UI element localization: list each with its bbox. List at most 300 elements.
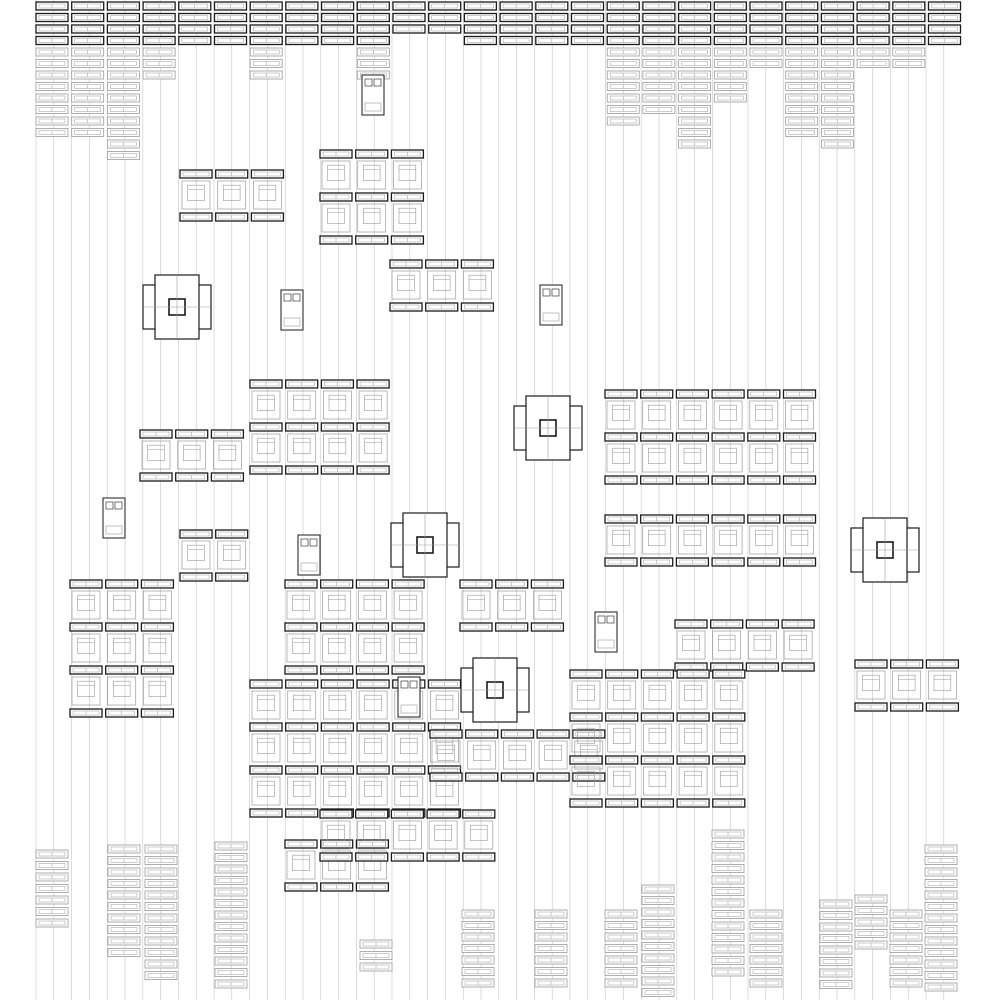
unit-symbol xyxy=(285,666,317,674)
bed-room xyxy=(715,767,743,795)
unit-symbol xyxy=(642,908,674,916)
unit-symbol xyxy=(357,60,389,68)
unit-symbol xyxy=(572,37,604,45)
bed-room xyxy=(715,724,743,752)
unit-symbol xyxy=(285,580,317,588)
unit-symbol xyxy=(36,2,68,10)
unit-symbol xyxy=(357,723,389,731)
unit-symbol xyxy=(360,952,392,960)
unit-symbol xyxy=(462,922,494,930)
unit-symbol xyxy=(712,876,744,884)
unit-symbol xyxy=(748,476,780,484)
unit-symbol xyxy=(746,663,778,671)
unit-symbol xyxy=(536,37,568,45)
unit-symbol xyxy=(605,433,637,441)
unit-symbol xyxy=(145,891,177,899)
bed-room xyxy=(750,444,778,472)
unit-symbol xyxy=(215,2,247,10)
bed-room xyxy=(143,677,171,705)
unit-symbol xyxy=(72,129,104,137)
unit-symbol xyxy=(782,663,814,671)
unit-symbol xyxy=(391,150,423,158)
unit-symbol xyxy=(72,83,104,91)
unit-symbol xyxy=(606,713,638,721)
unit-symbol xyxy=(714,71,746,79)
unit-symbol xyxy=(607,48,639,56)
unit-symbol xyxy=(143,48,175,56)
unit-symbol xyxy=(145,937,177,945)
unit-symbol xyxy=(750,25,782,33)
unit-symbol xyxy=(535,922,567,930)
unit-symbol xyxy=(286,809,318,817)
unit-symbol xyxy=(250,60,282,68)
unit-symbol xyxy=(642,966,674,974)
unit-symbol xyxy=(572,14,604,22)
unit-symbol xyxy=(390,260,422,268)
unit-symbol xyxy=(108,857,140,865)
unit-symbol xyxy=(677,713,709,721)
unit-symbol xyxy=(679,83,711,91)
unit-symbol xyxy=(108,868,140,876)
unit-symbol xyxy=(357,48,389,56)
bed-room xyxy=(857,671,885,699)
bed-room xyxy=(643,526,671,554)
bed-room xyxy=(465,821,493,849)
stair-core xyxy=(514,396,582,460)
unit-symbol xyxy=(712,842,744,850)
unit-symbol xyxy=(145,868,177,876)
unit-symbol xyxy=(537,773,569,781)
unit-symbol xyxy=(679,106,711,114)
kitchen-unit xyxy=(595,612,617,652)
unit-symbol xyxy=(360,963,392,971)
unit-symbol xyxy=(285,623,317,631)
unit-symbol xyxy=(391,810,423,818)
unit-symbol xyxy=(501,730,533,738)
unit-symbol xyxy=(679,60,711,68)
bed-room xyxy=(533,591,561,619)
unit-symbol xyxy=(215,14,247,22)
unit-symbol xyxy=(36,83,68,91)
unit-symbol xyxy=(714,94,746,102)
unit-symbol xyxy=(251,213,283,221)
unit-symbol xyxy=(141,580,173,588)
bed-room xyxy=(429,821,457,849)
unit-symbol xyxy=(925,960,957,968)
unit-symbol xyxy=(320,236,352,244)
unit-symbol xyxy=(320,810,352,818)
middle-housing-cluster xyxy=(70,75,958,891)
bed-room xyxy=(72,591,100,619)
unit-symbol xyxy=(427,810,459,818)
unit-symbol xyxy=(679,140,711,148)
unit-symbol xyxy=(643,48,675,56)
bed-room xyxy=(252,691,280,719)
unit-symbol xyxy=(925,903,957,911)
unit-symbol xyxy=(426,260,458,268)
unit-symbol xyxy=(784,390,816,398)
unit-symbol xyxy=(786,37,818,45)
unit-symbol xyxy=(108,845,140,853)
unit-symbol xyxy=(108,926,140,934)
unit-symbol xyxy=(216,530,248,538)
unit-symbol xyxy=(925,949,957,957)
unit-symbol xyxy=(786,48,818,56)
unit-symbol xyxy=(570,756,602,764)
unit-symbol xyxy=(714,2,746,10)
unit-symbol xyxy=(145,972,177,980)
unit-symbol xyxy=(679,71,711,79)
unit-symbol xyxy=(821,140,853,148)
unit-symbol xyxy=(356,623,388,631)
unit-symbol xyxy=(748,433,780,441)
unit-symbol xyxy=(429,680,461,688)
unit-symbol xyxy=(893,14,925,22)
unit-symbol xyxy=(250,723,282,731)
unit-symbol xyxy=(821,83,853,91)
unit-symbol xyxy=(607,2,639,10)
unit-symbol xyxy=(250,25,282,33)
unit-symbol xyxy=(320,193,352,201)
unit-symbol xyxy=(605,968,637,976)
unit-symbol xyxy=(714,37,746,45)
bed-room xyxy=(358,161,386,189)
bed-room xyxy=(323,691,351,719)
unit-symbol xyxy=(357,25,389,33)
unit-symbol xyxy=(925,845,957,853)
unit-symbol xyxy=(643,106,675,114)
unit-symbol xyxy=(250,71,282,79)
unit-symbol xyxy=(286,680,318,688)
unit-symbol xyxy=(606,756,638,764)
unit-symbol xyxy=(356,840,388,848)
unit-symbol xyxy=(321,666,353,674)
unit-symbol xyxy=(607,37,639,45)
unit-symbol xyxy=(286,2,318,10)
bed-room xyxy=(608,724,636,752)
unit-symbol xyxy=(321,766,353,774)
unit-symbol xyxy=(72,25,104,33)
unit-symbol xyxy=(679,2,711,10)
stair-core xyxy=(391,513,459,577)
bed-room xyxy=(252,777,280,805)
unit-symbol xyxy=(429,14,461,22)
unit-symbol xyxy=(176,430,208,438)
bed-room xyxy=(108,591,136,619)
unit-symbol xyxy=(605,945,637,953)
unit-symbol xyxy=(570,799,602,807)
bed-room xyxy=(252,734,280,762)
bed-room xyxy=(213,441,241,469)
bed-room xyxy=(72,677,100,705)
bed-room xyxy=(358,591,386,619)
bed-room xyxy=(713,631,741,659)
bed-room xyxy=(679,724,707,752)
unit-symbol xyxy=(642,885,674,893)
unit-symbol xyxy=(216,170,248,178)
unit-symbol xyxy=(321,423,353,431)
unit-symbol xyxy=(250,423,282,431)
unit-symbol xyxy=(286,423,318,431)
bed-room xyxy=(678,526,706,554)
unit-symbol xyxy=(605,558,637,566)
unit-symbol xyxy=(713,756,745,764)
unit-symbol xyxy=(215,37,247,45)
unit-symbol xyxy=(676,515,708,523)
unit-symbol xyxy=(712,911,744,919)
unit-symbol xyxy=(712,476,744,484)
unit-symbol xyxy=(786,60,818,68)
unit-symbol xyxy=(460,623,492,631)
unit-symbol xyxy=(748,390,780,398)
unit-symbol xyxy=(107,129,139,137)
bed-room xyxy=(323,434,351,462)
unit-symbol xyxy=(750,14,782,22)
unit-symbol xyxy=(215,900,247,908)
unit-symbol xyxy=(250,766,282,774)
bed-room xyxy=(72,634,100,662)
unit-symbol xyxy=(535,979,567,987)
unit-symbol xyxy=(712,934,744,942)
unit-symbol xyxy=(675,620,707,628)
unit-symbol xyxy=(36,850,68,858)
unit-symbol xyxy=(179,25,211,33)
unit-symbol xyxy=(72,48,104,56)
unit-symbol xyxy=(821,94,853,102)
kitchen-unit xyxy=(540,285,562,325)
unit-symbol xyxy=(427,853,459,861)
unit-symbol xyxy=(357,423,389,431)
bed-room xyxy=(178,441,206,469)
bed-room xyxy=(539,741,567,769)
unit-symbol xyxy=(641,558,673,566)
unit-symbol xyxy=(107,83,139,91)
unit-symbol xyxy=(605,515,637,523)
unit-symbol xyxy=(215,865,247,873)
bed-room xyxy=(323,634,351,662)
unit-symbol xyxy=(251,170,283,178)
unit-symbol xyxy=(855,660,887,668)
unit-symbol xyxy=(145,926,177,934)
unit-symbol xyxy=(107,25,139,33)
unit-symbol xyxy=(356,883,388,891)
unit-symbol xyxy=(216,573,248,581)
unit-symbol xyxy=(36,60,68,68)
unit-symbol xyxy=(72,37,104,45)
bed-room xyxy=(748,631,776,659)
bed-room xyxy=(714,401,742,429)
unit-symbol xyxy=(107,37,139,45)
unit-symbol xyxy=(322,2,354,10)
unit-symbol xyxy=(36,129,68,137)
kitchen-unit xyxy=(298,535,320,575)
unit-symbol xyxy=(356,193,388,201)
bed-room xyxy=(678,401,706,429)
bed-room xyxy=(928,671,956,699)
unit-symbol xyxy=(925,926,957,934)
unit-symbol xyxy=(72,94,104,102)
unit-symbol xyxy=(679,37,711,45)
bed-room xyxy=(287,634,315,662)
unit-symbol xyxy=(605,910,637,918)
unit-symbol xyxy=(145,903,177,911)
unit-symbol xyxy=(357,766,389,774)
unit-symbol xyxy=(215,969,247,977)
bed-room xyxy=(428,271,456,299)
unit-symbol xyxy=(392,666,424,674)
unit-symbol xyxy=(607,83,639,91)
unit-symbol xyxy=(643,60,675,68)
unit-symbol xyxy=(712,558,744,566)
unit-symbol xyxy=(179,2,211,10)
unit-symbol xyxy=(855,907,887,915)
unit-symbol xyxy=(893,25,925,33)
unit-symbol xyxy=(786,14,818,22)
unit-symbol xyxy=(36,48,68,56)
unit-symbol xyxy=(391,236,423,244)
bed-room xyxy=(393,204,421,232)
unit-symbol xyxy=(676,558,708,566)
unit-symbol xyxy=(855,941,887,949)
unit-symbol xyxy=(925,880,957,888)
unit-symbol xyxy=(890,922,922,930)
unit-symbol xyxy=(607,106,639,114)
unit-symbol xyxy=(107,106,139,114)
unit-symbol xyxy=(786,25,818,33)
unit-symbol xyxy=(641,713,673,721)
unit-symbol xyxy=(821,117,853,125)
unit-symbol xyxy=(36,885,68,893)
unit-symbol xyxy=(72,14,104,22)
unit-symbol xyxy=(320,853,352,861)
unit-symbol xyxy=(820,969,852,977)
unit-symbol xyxy=(286,766,318,774)
unit-symbol xyxy=(782,620,814,628)
unit-symbol xyxy=(321,466,353,474)
unit-symbol xyxy=(786,2,818,10)
unit-symbol xyxy=(107,60,139,68)
unit-symbol xyxy=(820,946,852,954)
unit-symbol xyxy=(357,2,389,10)
bed-room xyxy=(643,401,671,429)
unit-symbol xyxy=(462,910,494,918)
unit-symbol xyxy=(286,723,318,731)
unit-symbol xyxy=(784,433,816,441)
unit-symbol xyxy=(679,94,711,102)
unit-symbol xyxy=(712,922,744,930)
unit-symbol xyxy=(108,903,140,911)
unit-symbol xyxy=(70,623,102,631)
unit-symbol xyxy=(890,956,922,964)
unit-symbol xyxy=(643,94,675,102)
unit-symbol xyxy=(429,25,461,33)
bed-room xyxy=(288,434,316,462)
unit-symbol xyxy=(750,37,782,45)
unit-symbol xyxy=(393,2,425,10)
unit-symbol xyxy=(712,945,744,953)
unit-symbol xyxy=(537,730,569,738)
unit-symbol xyxy=(606,670,638,678)
unit-symbol xyxy=(642,954,674,962)
unit-symbol xyxy=(531,623,563,631)
unit-symbol xyxy=(108,937,140,945)
unit-symbol xyxy=(250,380,282,388)
unit-symbol xyxy=(356,853,388,861)
unit-symbol xyxy=(750,60,782,68)
bed-room xyxy=(395,734,423,762)
stair-cores xyxy=(143,275,919,722)
unit-symbol xyxy=(926,660,958,668)
unit-symbol xyxy=(925,983,957,991)
unit-symbol xyxy=(70,666,102,674)
unit-symbol xyxy=(462,979,494,987)
bed-room xyxy=(143,634,171,662)
bed-room xyxy=(607,401,635,429)
bed-room xyxy=(359,434,387,462)
unit-symbol xyxy=(679,25,711,33)
unit-symbol xyxy=(145,857,177,865)
unit-symbol xyxy=(250,14,282,22)
unit-symbol xyxy=(464,25,496,33)
bed-room xyxy=(468,741,496,769)
unit-symbol xyxy=(357,14,389,22)
unit-symbol xyxy=(215,934,247,942)
unit-symbol xyxy=(641,756,673,764)
unit-symbol xyxy=(145,880,177,888)
unit-symbol xyxy=(36,908,68,916)
unit-symbol xyxy=(464,14,496,22)
unit-symbol xyxy=(750,48,782,56)
unit-symbol xyxy=(820,935,852,943)
unit-symbol xyxy=(676,390,708,398)
bed-room xyxy=(608,767,636,795)
unit-symbol xyxy=(820,958,852,966)
bed-room xyxy=(750,526,778,554)
unit-symbol xyxy=(750,922,782,930)
unit-symbol xyxy=(143,25,175,33)
unit-symbol xyxy=(714,25,746,33)
unit-symbol xyxy=(461,260,493,268)
unit-symbol xyxy=(750,968,782,976)
unit-symbol xyxy=(677,799,709,807)
unit-symbol xyxy=(106,709,138,717)
unit-symbol xyxy=(748,515,780,523)
unit-symbol xyxy=(607,60,639,68)
bed-room xyxy=(358,204,386,232)
bed-room xyxy=(143,591,171,619)
unit-symbol xyxy=(821,60,853,68)
unit-symbol xyxy=(36,862,68,870)
unit-symbol xyxy=(250,680,282,688)
unit-symbol xyxy=(712,865,744,873)
unit-symbol xyxy=(462,968,494,976)
bed-room xyxy=(714,526,742,554)
unit-symbol xyxy=(393,723,425,731)
unit-symbol xyxy=(605,390,637,398)
bed-room xyxy=(394,591,422,619)
unit-symbol xyxy=(857,14,889,22)
unit-symbol xyxy=(285,840,317,848)
unit-symbol xyxy=(535,945,567,953)
unit-symbol xyxy=(926,703,958,711)
kitchen-unit xyxy=(398,677,420,717)
unit-symbol xyxy=(714,14,746,22)
unit-symbol xyxy=(36,896,68,904)
unit-symbol xyxy=(107,71,139,79)
unit-symbol xyxy=(820,981,852,989)
bed-room xyxy=(252,434,280,462)
bed-room xyxy=(750,401,778,429)
